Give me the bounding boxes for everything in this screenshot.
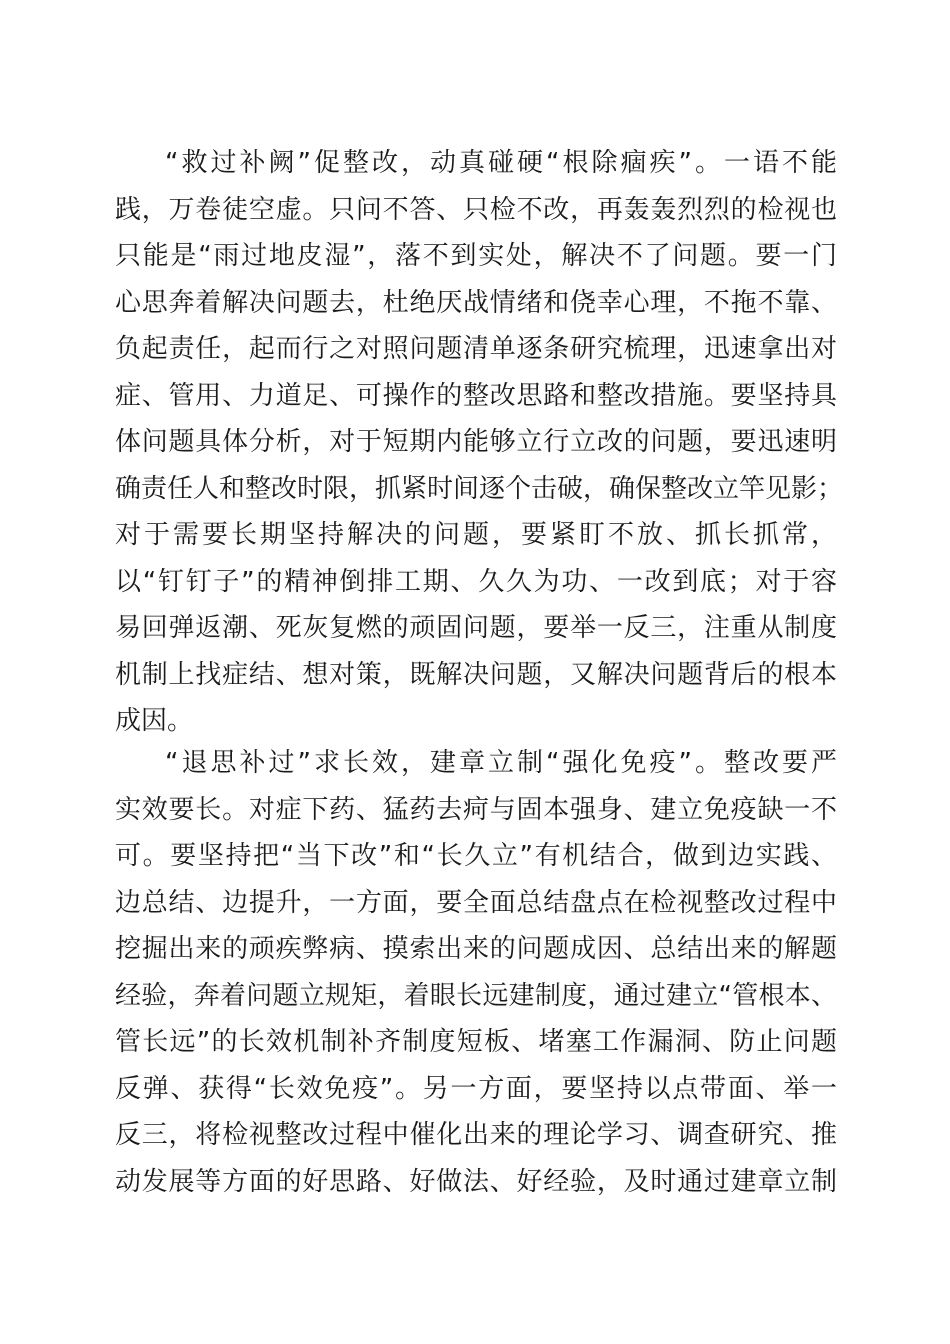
text-line: “救过补阙”促整改，动真碰硬“根除痼疾”。一语不能 (165, 148, 837, 178)
text-line: 反弹、获得“长效免疫”。另一方面，要坚持以点带面、举一 (115, 1073, 837, 1104)
text-line: 确责任人和整改时限，抓紧时间逐个击破，确保整改立竿见影； (115, 473, 844, 504)
text-line: 机制上找症结、想对策，既解决问题，又解决问题背后的根本 (115, 659, 837, 690)
text-line: 成因。 (115, 706, 194, 736)
text-line: 负起责任，起而行之对照问题清单逐条研究梳理，迅速拿出对 (115, 334, 837, 364)
text-line: 可。要坚持把“当下改”和“长久立”有机结合，做到边实践、 (115, 841, 837, 871)
text-line: 体问题具体分析，对于短期内能够立行立改的问题，要迅速明 (115, 427, 837, 457)
text-line: 只能是“雨过地皮湿”，落不到实处，解决不了问题。要一门 (115, 241, 837, 271)
text-line: “退思补过”求长效，建章立制“强化免疫”。整改要严 (165, 748, 837, 778)
text-line: 践，万卷徒空虚。只问不答、只检不改，再轰轰烈烈的检视也 (115, 194, 837, 225)
text-line: 症、管用、力道足、可操作的整改思路和整改措施。要坚持具 (115, 380, 837, 411)
text-line: 易回弹返潮、死灰复燃的顽固问题，要举一反三，注重从制度 (115, 613, 837, 643)
text-line: 挖掘出来的顽疾弊病、摸索出来的问题成因、总结出来的解题 (115, 934, 837, 964)
text-line: 反三，将检视整改过程中催化出来的理论学习、调查研究、推 (115, 1120, 837, 1150)
text-line: 以“钉钉子”的精神倒排工期、久久为功、一改到底；对于容 (115, 566, 837, 597)
text-line: 心思奔着解决问题去，杜绝厌战情绪和侥幸心理，不拖不靠、 (115, 287, 837, 318)
text-line: 对于需要长期坚持解决的问题，要紧盯不放、抓长抓常， (115, 520, 837, 550)
text-line: 经验，奔着问题立规矩，着眼长远建制度，通过建立“管根本、 (115, 980, 837, 1011)
text-line: 管长远”的长效机制补齐制度短板、堵塞工作漏洞、防止问题 (115, 1027, 837, 1057)
text-line: 边总结、边提升，一方面，要全面总结盘点在检视整改过程中 (115, 887, 837, 918)
paragraph-long-term-mechanism (115, 740, 837, 1205)
text-line: 实效要长。对症下药、猛药去疴与固本强身、建立免疫缺一不 (115, 794, 837, 825)
text-line: 动发展等方面的好思路、好做法、好经验，及时通过建章立制 (115, 1166, 837, 1197)
paragraph-rectification (115, 140, 844, 745)
